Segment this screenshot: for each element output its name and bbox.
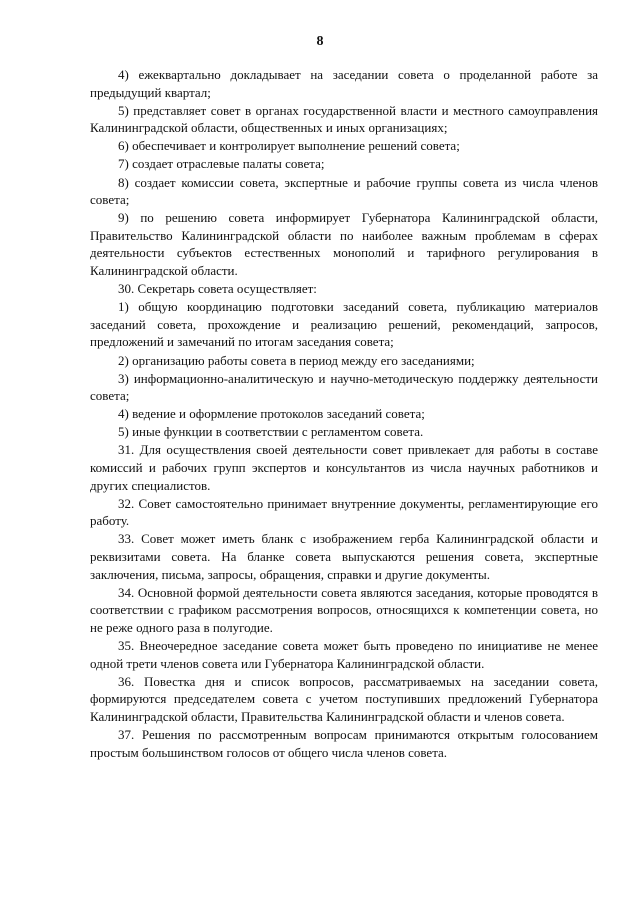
page-number: 8	[316, 34, 324, 49]
section-33: 33. Совет может иметь бланк с изображением герба Калининградской области и реквизитами совета. На бланке совета выпускаются решения совета, экспертные заключения, письма, запросы, обращения, справки и другие документы.	[90, 531, 598, 582]
section-31: 31. Для осуществления своей деятельности совет привлекает для работы в составе комиссий и рабочих групп экспертов и консультантов из числа научных работников и других специалистов.	[90, 442, 598, 493]
paragraph-item-5: 5) представляет совет в органах государственной власти и местного самоуправления Калининградской области, общественных и иных организациях;	[90, 102, 598, 136]
section-30-item-5: 5) иные функции в соответствии с регламентом совета.	[118, 424, 424, 440]
paragraph-item-6: 6) обеспечивает и контролирует выполнение решений совета;	[118, 138, 460, 154]
paragraph-item-9: 9) по решению совета информирует Губернатора Калининградской области, Правительство Калининградской области по наиболее важным проблемам в сферах деятельности субъектов естественных монополий и тарифного регулирования в Калининградской области.	[90, 210, 598, 279]
section-30-item-2: 2) организацию работы совета в период между его заседаниями;	[118, 352, 475, 368]
section-30-item-3: 3) информационно-аналитическую и научно-методическую поддержку деятельности совета;	[90, 370, 598, 404]
paragraph-item-8: 8) создает комиссии совета, экспертные и рабочие группы совета из числа членов совета;	[90, 174, 598, 208]
section-35: 35. Внеочередное заседание совета может быть проведено по инициативе не менее одной трети членов совета или Губернатора Калининградской области.	[90, 638, 598, 671]
section-32: 32. Совет самостоятельно принимает внутренние документы, регламентирующие его работу.	[90, 495, 598, 529]
section-30-item-4: 4) ведение и оформление протоколов заседаний совета;	[118, 406, 425, 422]
section-37: 37. Решения по рассмотренным вопросам принимаются открытым голосованием простым большинством голосов от общего числа членов совета.	[90, 726, 598, 760]
section-30-item-1: 1) общую координацию подготовки заседаний совета, публикацию материалов заседаний совета, прохождение и реализацию решений, рекомендаций, запросов, предложений и замечаний по итогам заседания совета;	[90, 299, 598, 350]
paragraph-item-4: 4) ежеквартально докладывает на заседании совета о проделанной работе за предыдущий квартал;	[90, 67, 598, 100]
section-34: 34. Основной формой деятельности совета являются заседания, которые проводятся в соответствии с графиком рассмотрения вопросов, относящихся к компетенции совета, но не реже одного раза в полугодие.	[90, 584, 598, 635]
document-body	[90, 66, 598, 761]
section-30-heading: 30. Секретарь совета осуществляет:	[118, 281, 317, 297]
paragraph-item-7: 7) создает отраслевые палаты совета;	[118, 156, 325, 172]
section-36: 36. Повестка дня и список вопросов, рассматриваемых на заседании совета, формируются председателем совета с учетом поступивших предложений Губернатора Калининградской области, Правительства Калининградской области и членов совета.	[90, 673, 598, 724]
